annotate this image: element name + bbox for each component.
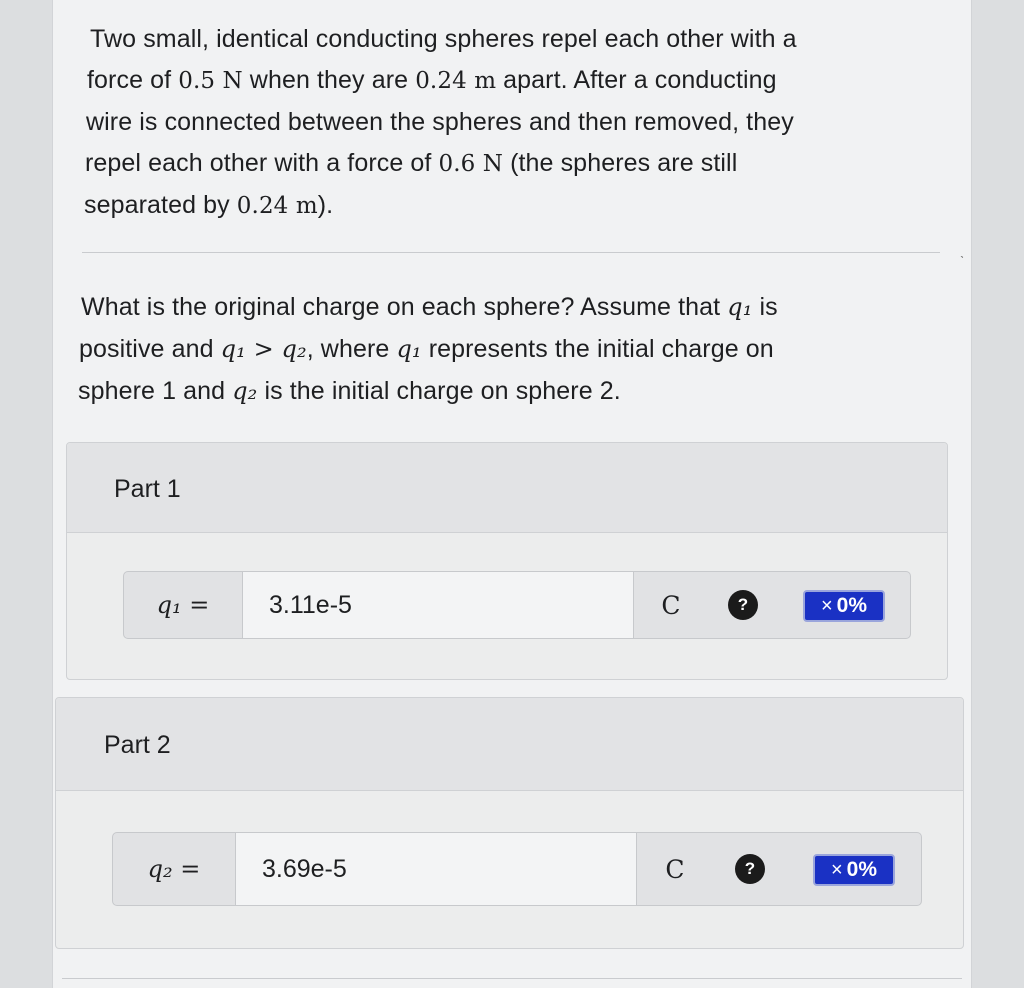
- part-1-card: [66, 442, 948, 680]
- part-2-score-badge: × 0%: [813, 854, 895, 886]
- problem-line-1: Two small, identical conducting spheres repel each other with a: [90, 25, 797, 53]
- part-2-answer-row: [112, 832, 922, 906]
- bottom-divider: [62, 978, 962, 979]
- part-1-score-badge: × 0%: [803, 590, 885, 622]
- problem-line-5: separated by 0.24 m).: [84, 191, 334, 219]
- force-value-1: 0.5 N: [178, 68, 243, 94]
- section-divider: [82, 252, 940, 253]
- part-2-header: [56, 698, 963, 791]
- force-value-2: 0.6 N: [438, 151, 504, 177]
- part-1-header: [67, 443, 947, 533]
- q2-answer-input[interactable]: 3.69e-5: [235, 832, 637, 906]
- distance-value-2: 0.24 m: [236, 193, 318, 219]
- problem-line-2: force of 0.5 N when they are 0.24 m apart. After a conducting: [87, 66, 777, 94]
- incorrect-icon: ×: [820, 594, 833, 617]
- part-2-title: Part 2: [104, 731, 171, 759]
- q1-unit: C: [661, 590, 681, 620]
- scroll-marker: ˎ: [960, 242, 965, 258]
- part-2-card: [55, 697, 964, 949]
- part-1-answer-row: [123, 571, 911, 639]
- q2-unit: C: [665, 854, 685, 884]
- incorrect-icon: ×: [830, 858, 843, 881]
- q1-answer-input[interactable]: 3.11e-5: [242, 571, 634, 639]
- question-line-2: positive and q₁ > q₂, where q₁ represents the initial charge on: [79, 335, 774, 363]
- problem-line-4: repel each other with a force of 0.6 N (the spheres are still: [85, 149, 738, 177]
- q1-label: q₁ =: [156, 591, 210, 619]
- q2-label: q₂ =: [147, 855, 201, 883]
- part-2-help-icon[interactable]: ?: [735, 854, 765, 884]
- distance-value-1: 0.24 m: [415, 68, 497, 94]
- part-1-title: Part 1: [114, 475, 181, 503]
- question-line-1: What is the original charge on each sphere? Assume that q₁ is: [81, 293, 778, 321]
- problem-line-3: wire is connected between the spheres and then removed, they: [86, 108, 794, 136]
- question-line-3: sphere 1 and q₂ is the initial charge on sphere 2.: [78, 377, 621, 405]
- part-1-help-icon[interactable]: ?: [728, 590, 758, 620]
